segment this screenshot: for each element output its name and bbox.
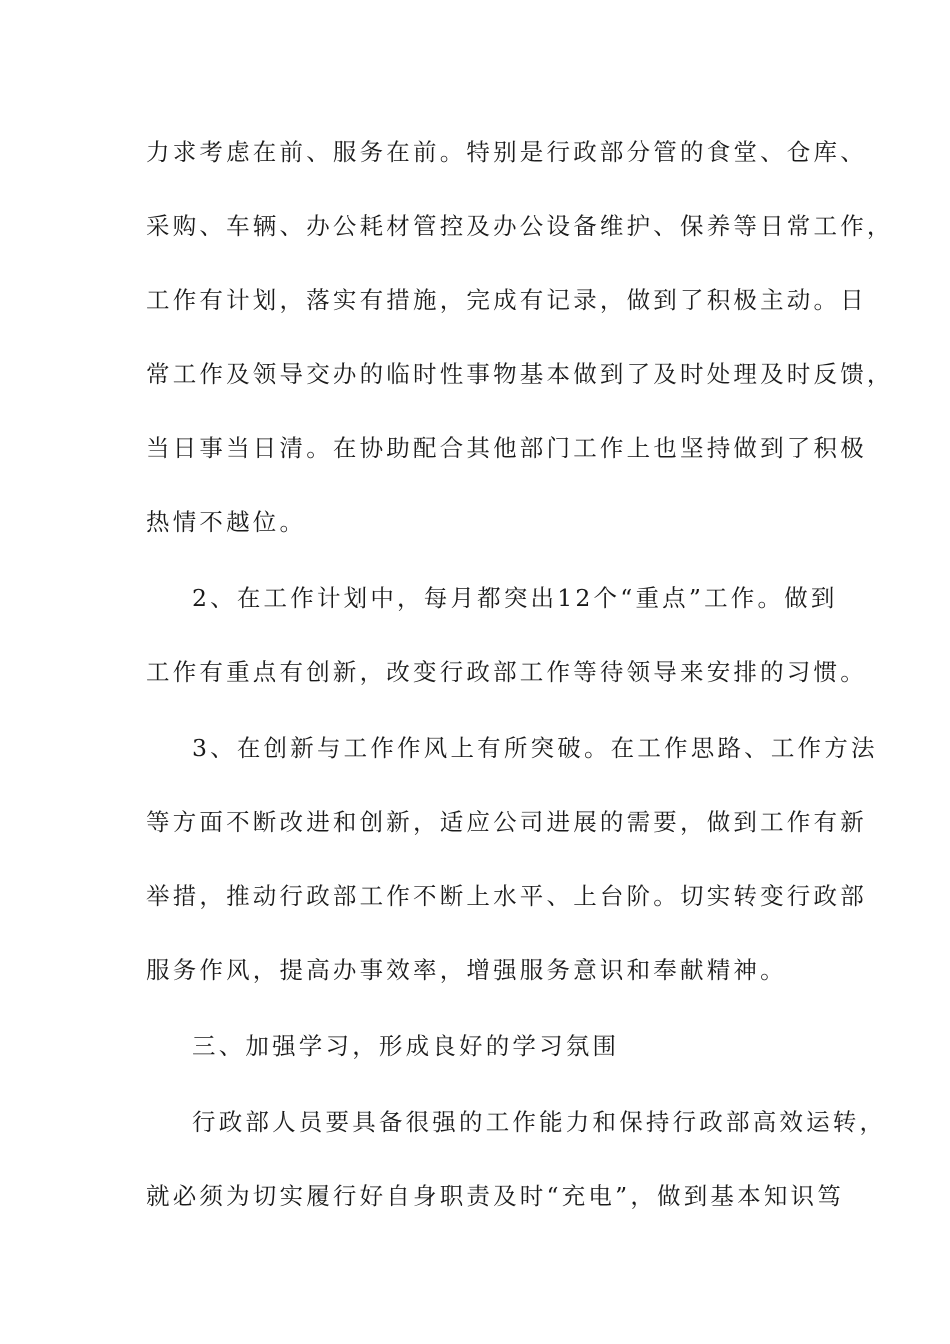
paragraph-first-line: 行政部人员要具备很强的工作能力和保持行政部高效运转，: [192, 1108, 887, 1136]
text-line: 工作有重点有创新，改变行政部工作等待领导来安排的习惯。: [146, 658, 867, 686]
text-line: 等方面不断改进和创新，适应公司进展的需要，做到工作有新: [146, 808, 867, 836]
text-line: 当日事当日清。在协助配合其他部门工作上也坚持做到了积极: [146, 434, 867, 462]
text-line: 就必须为切实履行好自身职责及时“充电”，做到基本知识笃: [146, 1182, 844, 1210]
text-line: 工作有计划，落实有措施，完成有记录，做到了积极主动。日: [146, 286, 867, 314]
paragraph-first-line: 3、在创新与工作作风上有所突破。在工作思路、工作方法: [192, 734, 878, 762]
text-line: 力求考虑在前、服务在前。特别是行政部分管的食堂、仓库、: [146, 138, 867, 166]
text-line: 举措，推动行政部工作不断上水平、上台阶。切实转变行政部: [146, 882, 867, 910]
text-line: 常工作及领导交办的临时性事物基本做到了及时处理及时反馈，: [146, 360, 894, 388]
section-heading: 三、加强学习，形成良好的学习氛围: [192, 1032, 620, 1060]
text-line: 热情不越位。: [146, 508, 307, 536]
text-line: 采购、车辆、办公耗材管控及办公设备维护、保养等日常工作，: [146, 212, 894, 240]
text-line: 服务作风，提高办事效率，增强服务意识和奉献精神。: [146, 956, 787, 984]
paragraph-first-line: 2、在工作计划中，每月都突出12个“重点”工作。做到: [192, 584, 838, 612]
